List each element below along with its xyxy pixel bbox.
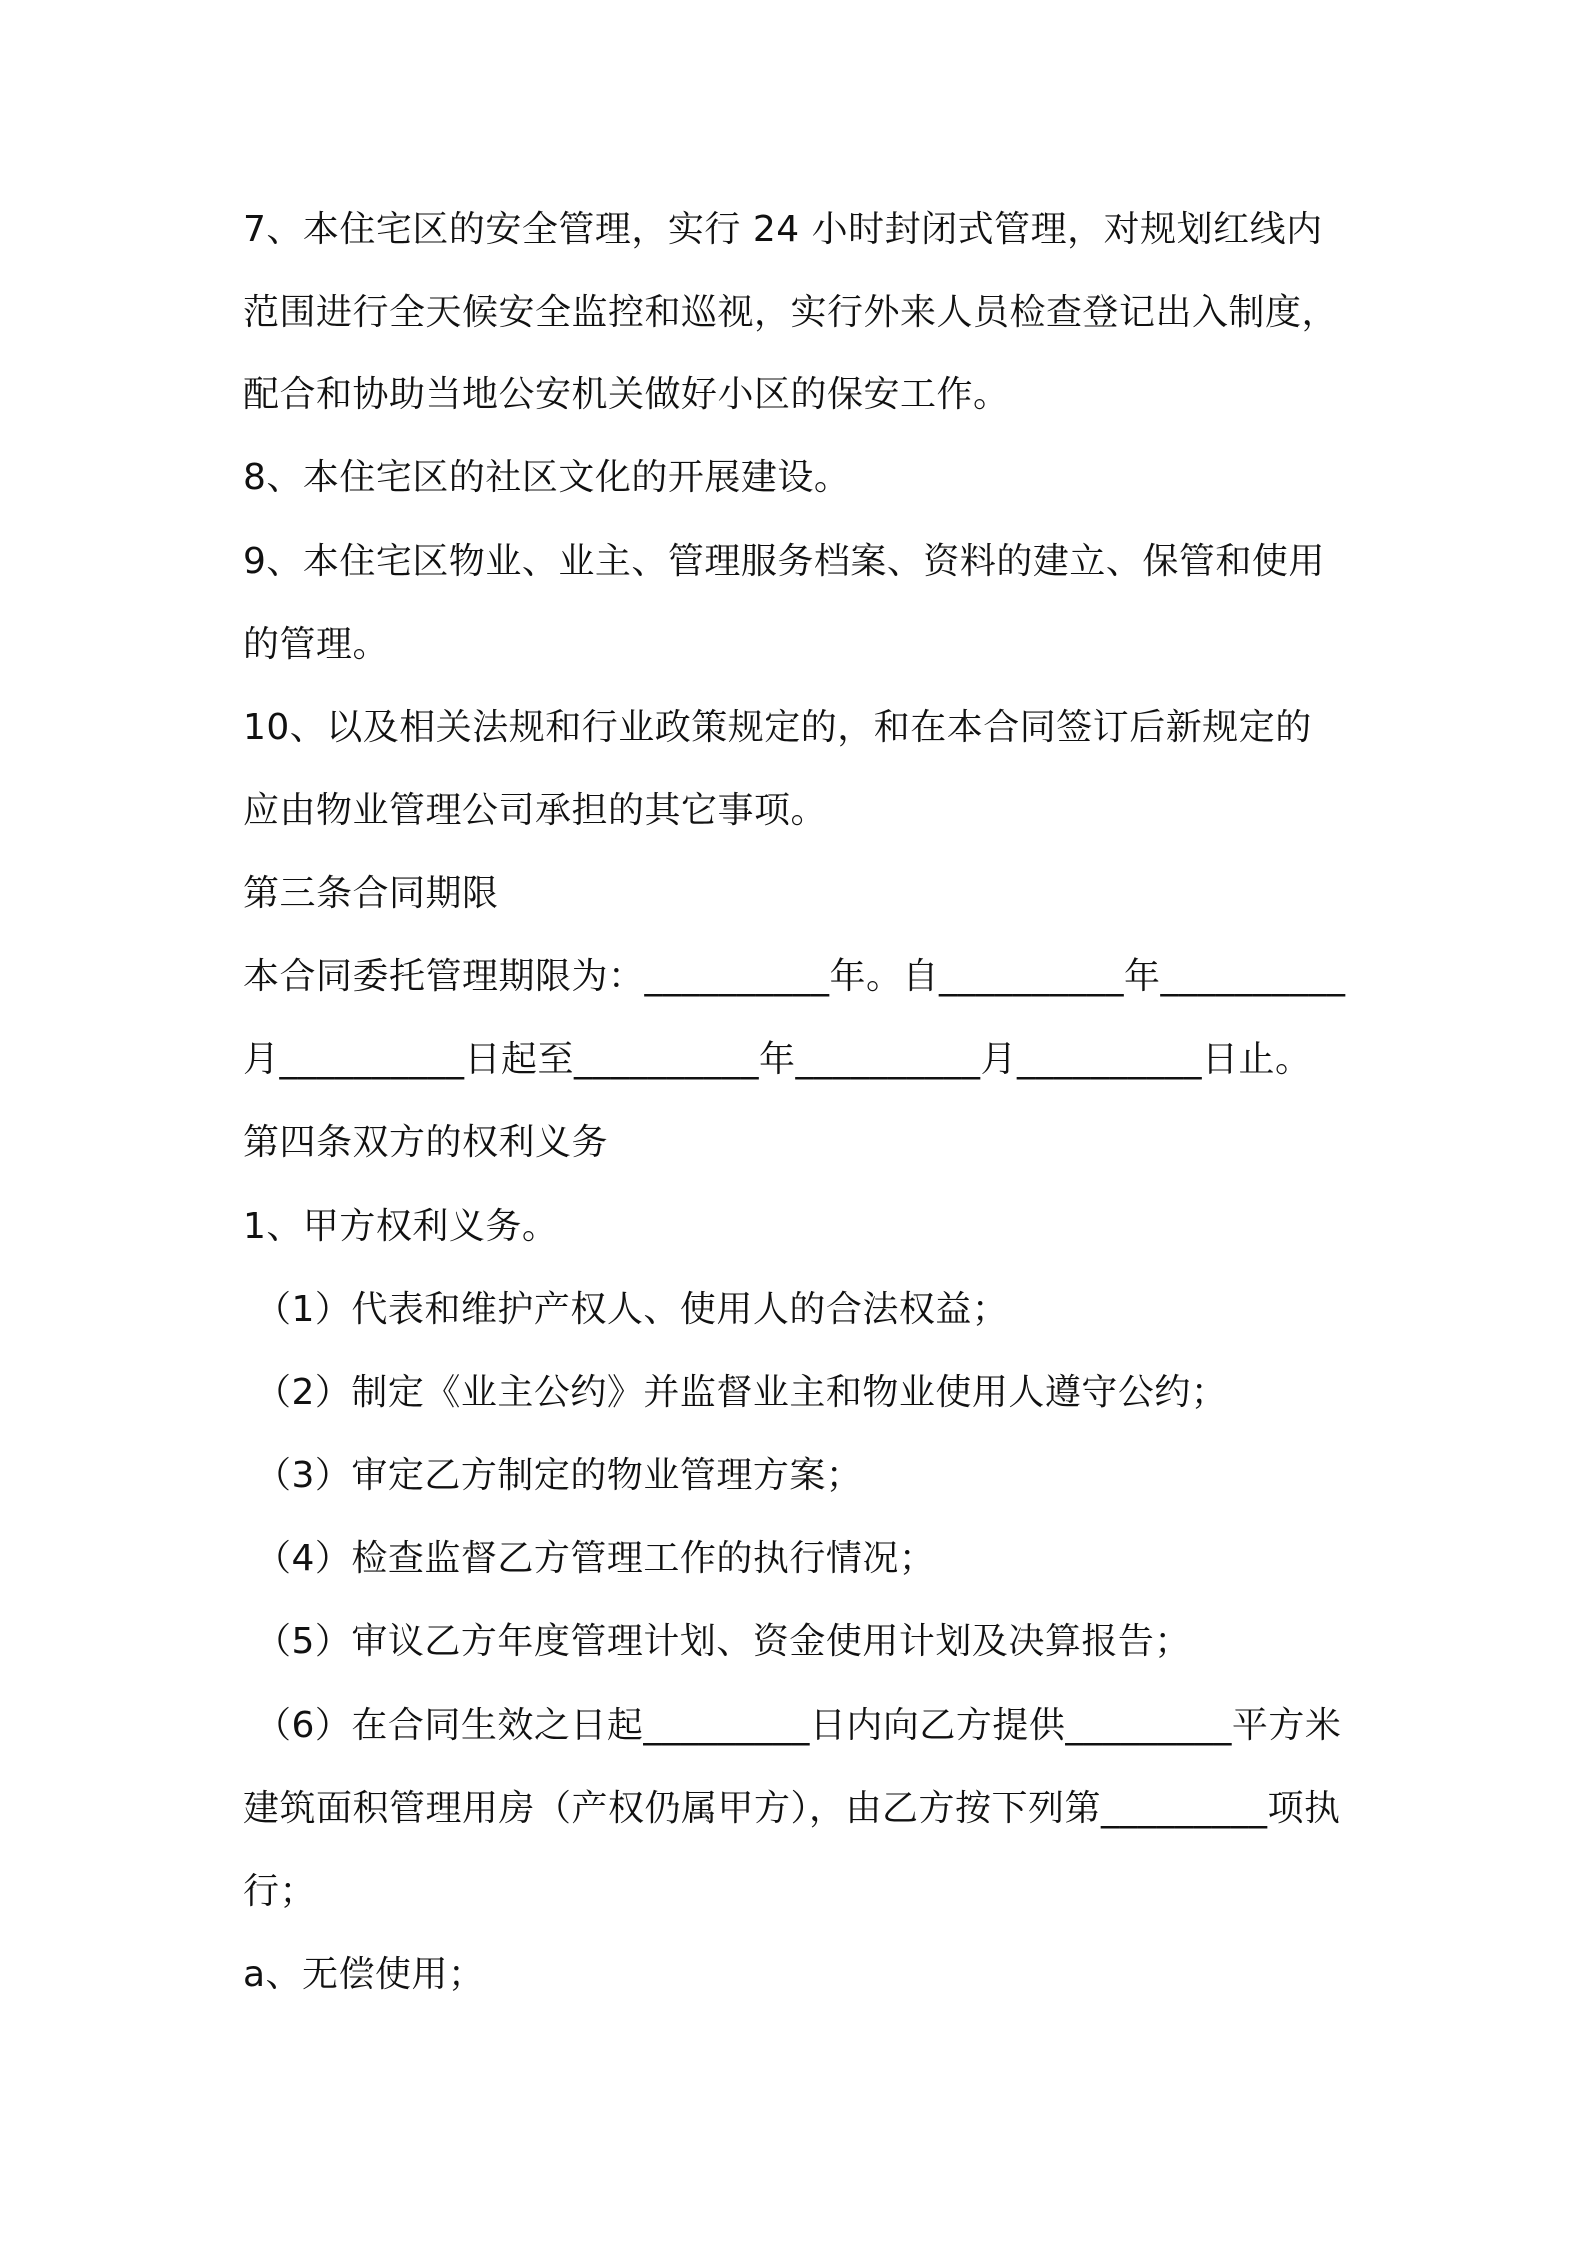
clause-9-line-1: 9、本住宅区物业、业主、管理服务档案、资料的建立、保管和使用 <box>243 541 1325 582</box>
party-a-item-6-line-2: 建筑面积管理用房（产权仍属甲方），由乙方按下列第_________项执 <box>243 1788 1341 1829</box>
clause-8: 8、本住宅区的社区文化的开展建设。 <box>243 457 851 498</box>
clause-10-line-2: 应由物业管理公司承担的其它事项。 <box>243 790 828 831</box>
party-a-rights-heading: 1、甲方权利义务。 <box>243 1206 559 1247</box>
article-3-heading: 第三条合同期限 <box>243 873 499 914</box>
clause-7-line-1: 7、本住宅区的安全管理，实行 24 小时封闭式管理，对规划红线内 <box>243 209 1323 250</box>
clause-7-line-3: 配合和协助当地公安机关做好小区的保安工作。 <box>243 374 1010 415</box>
clause-7-line-2: 范围进行全天候安全监控和巡视，实行外来人员检查登记出入制度， <box>243 292 1339 333</box>
party-a-item-5: （5）审议乙方年度管理计划、资金使用计划及决算报告； <box>255 1621 1191 1662</box>
clause-9-line-2: 的管理。 <box>243 624 390 665</box>
party-a-item-4: （4）检查监督乙方管理工作的执行情况； <box>255 1538 936 1579</box>
option-a: a、无偿使用； <box>243 1954 485 1995</box>
party-a-item-2: （2）制定《业主公约》并监督业主和物业使用人遵守公约； <box>255 1372 1228 1413</box>
clause-10-line-1: 10、以及相关法规和行业政策规定的，和在本合同签订后新规定的 <box>243 707 1312 748</box>
contract-term-line-2: 月__________日起至__________年__________月__________日止。 <box>243 1039 1312 1080</box>
contract-term-line-1: 本合同委托管理期限为：__________年。自__________年__________ <box>243 956 1346 997</box>
article-4-heading: 第四条双方的权利义务 <box>243 1122 609 1163</box>
party-a-item-1: （1）代表和维护产权人、使用人的合法权益； <box>255 1289 1009 1330</box>
party-a-item-6-line-1: （6）在合同生效之日起_________日内向乙方提供_________平方米 <box>255 1705 1342 1746</box>
party-a-item-6-line-3: 行； <box>243 1871 317 1912</box>
party-a-item-3: （3）审定乙方制定的物业管理方案； <box>255 1455 863 1496</box>
